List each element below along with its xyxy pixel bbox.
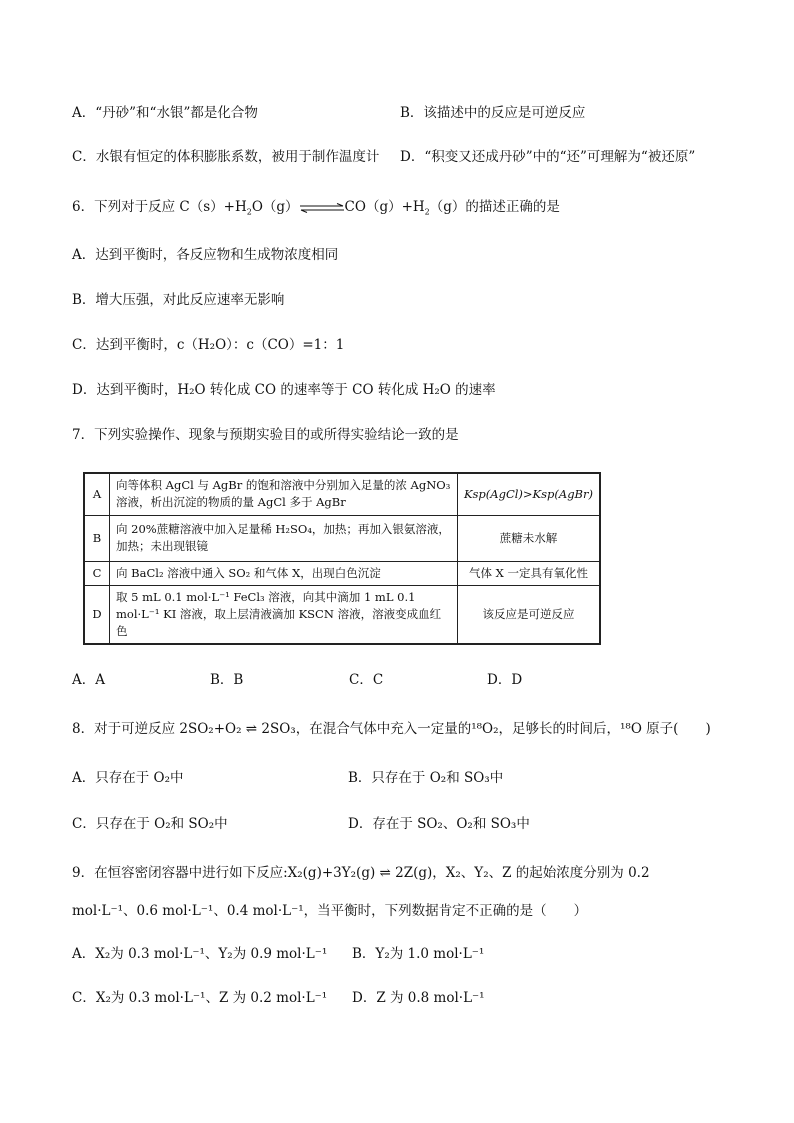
row-label: B: [84, 515, 110, 561]
q5-option-d: D．“积变又还成丹砂”中的“还”可理解为“被还原”: [400, 149, 696, 165]
row-label: A: [84, 473, 110, 515]
row-conclusion: 该反应是可逆反应: [457, 585, 600, 644]
q7-option-c: C．C: [349, 672, 384, 688]
q6-option-c: C．达到平衡时，c（H₂O）：c（CO）=1：1: [72, 337, 345, 353]
row-conclusion: Ksp(AgCl)>Ksp(AgBr): [457, 473, 600, 515]
q6-stem: 6．下列对于反应 $C(s)+H_2O(g)$ $CO(g)+H_2(g)$的描述正确的是: [72, 199, 560, 217]
equilibrium-arrow-icon: [299, 203, 345, 213]
q8-stem: 8．对于可逆反应 2SO₂+O₂ ⇌ 2SO₃，在混合气体中充入一定量的¹⁸O₂，足够长的时间后，¹⁸O 原子( ): [72, 721, 711, 737]
q8-option-c: C．只存在于 O₂和 SO₂中: [72, 816, 228, 832]
row-content: 取 5 mL 0.1 mol·L⁻¹ FeCl₃ 溶液，向其中滴加 1 mL 0.1 mol·L⁻¹ KI 溶液，取上层清液滴加 KSCN 溶液，溶液变成血红色: [110, 585, 458, 644]
q6-stem-mid: O（g）: [251, 199, 299, 215]
q5-option-b: B．该描述中的反应是可逆反应: [400, 105, 586, 121]
q9-option-d: D．Z 为 0.8 mol·L⁻¹: [352, 990, 485, 1006]
experiment-table: [83, 472, 601, 645]
table-row: [84, 561, 600, 585]
row-content: 向 BaCl₂ 溶液中通入 SO₂ 和气体 X，出现白色沉淀: [110, 561, 458, 585]
q7-option-d: D．D: [487, 672, 523, 688]
q6-option-a: A．达到平衡时，各反应物和生成物浓度相同: [72, 247, 339, 263]
q6-stem-pre: 6．下列对于反应 C（s）+H: [72, 199, 247, 215]
q6-option-d: D．达到平衡时，H₂O 转化成 CO 的速率等于 CO 转化成 H₂O 的速率: [72, 382, 496, 398]
row-conclusion: 气体 X 一定具有氧化性: [457, 561, 600, 585]
q9-stem-line2: mol·L⁻¹、0.6 mol·L⁻¹、0.4 mol·L⁻¹，当平衡时，下列数据肯定不正确的是（ ）: [72, 903, 588, 919]
q8-option-d: D．存在于 SO₂、O₂和 SO₃中: [348, 816, 530, 832]
table-row: [84, 473, 600, 515]
row-content: 向 20%蔗糖溶液中加入足量稀 H₂SO₄，加热；再加入银氨溶液，加热；未出现银镜: [110, 515, 458, 561]
row-label: C: [84, 561, 110, 585]
q6-stem-end: （g）的描述正确的是: [429, 199, 560, 215]
q9-option-c: C．X₂为 0.3 mol·L⁻¹、Z 为 0.2 mol·L⁻¹: [72, 990, 328, 1006]
row-conclusion: 蔗糖未水解: [457, 515, 600, 561]
table-row: [84, 515, 600, 561]
q7-option-a: A．A: [72, 672, 105, 688]
q5-option-c: C．水银有恒定的体积膨胀系数，被用于制作温度计: [72, 149, 380, 165]
q9-option-a: A．X₂为 0.3 mol·L⁻¹、Y₂为 0.9 mol·L⁻¹: [72, 946, 328, 962]
q5-option-a: A．“丹砂”和“水银”都是化合物: [72, 105, 258, 121]
q6-option-b: B．增大压强，对此反应速率无影响: [72, 292, 285, 308]
row-label: D: [84, 585, 110, 644]
q8-option-b: B．只存在于 O₂和 SO₃中: [348, 770, 504, 786]
q9-stem-line1: 9．在恒容密闭容器中进行如下反应:X₂(g)+3Y₂(g) ⇌ 2Z(g)，X₂、Y₂、Z 的起始浓度分别为 0.2: [72, 865, 650, 881]
q7-stem: 7．下列实验操作、现象与预期实验目的或所得实验结论一致的是: [72, 427, 459, 443]
q9-option-b: B．Y₂为 1.0 mol·L⁻¹: [352, 946, 485, 962]
q8-option-a: A．只存在于 O₂中: [72, 770, 184, 786]
row-content: 向等体积 AgCl 与 AgBr 的饱和溶液中分别加入足量的浓 AgNO₃ 溶液，析出沉淀的物质的量 AgCl 多于 AgBr: [110, 473, 458, 515]
q6-stem-post: CO（g）+H: [344, 199, 425, 215]
q7-option-b: B．B: [210, 672, 244, 688]
table-row: [84, 585, 600, 644]
